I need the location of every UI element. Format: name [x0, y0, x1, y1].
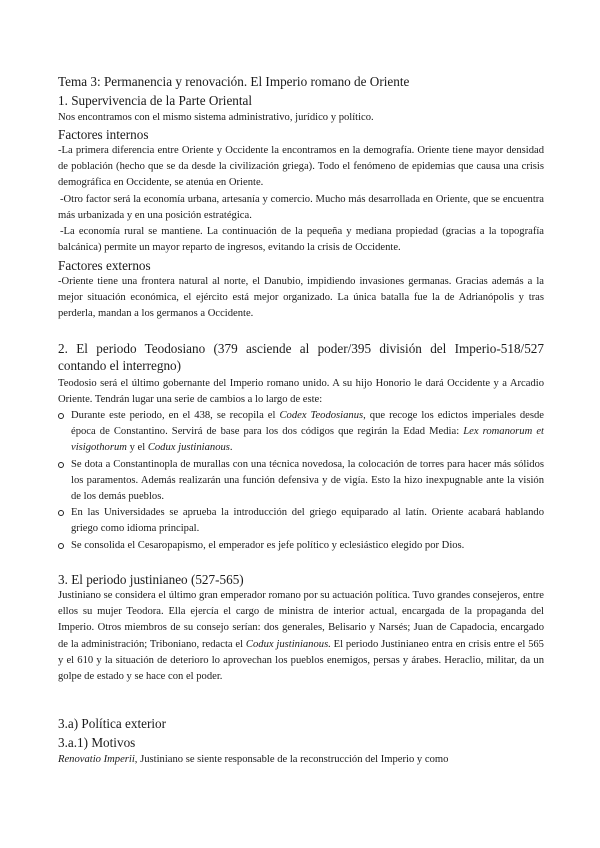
section-1-heading: 1. Supervivencia de la Parte Oriental — [58, 93, 253, 108]
list-item — [58, 457, 544, 506]
list-item-text: y el — [126, 442, 148, 454]
paragraph-text: Justiniano se considera el último gran emperador romano por su actuación política. Tuvo grandes consejeros, entre ellos su mujer Teodora. Ella ejercía el cargo de ministra de interior actual, encargada de la propaganda del Imperio. Otros miembros de su consejo serían: dos generales, Belisario y Narsés; Juan de Capadocia, encargado de la administración; Triboniano, redacta el — [58, 590, 544, 650]
section-1-intro: Nos encontramos con el mismo sistema administrativo, jurídico y político. — [58, 112, 374, 123]
paragraph-italic: Codux justinianous. — [245, 638, 331, 650]
section-3-last-line — [58, 752, 544, 768]
list-item-text: Se dota a Constantinopla de murallas con una técnica novedosa, la colocación de torres para hacer más sólidos los paramentos. Además realizarán una función defensiva y de vigía. Esto la hizo inexpugnable ante la visión de los demás pueblos. — [71, 458, 544, 503]
list-item-text: En las Universidades se aprueba la introducción del griego equiparado al latín. Oriente acabará hablando griego como idioma principal. — [71, 507, 544, 535]
section-3-heading: 3. El periodo justinianeo (527-565) — [58, 572, 244, 587]
bullet-circle-icon — [58, 413, 64, 419]
subsection-3a-heading: 3.a) Política exterior — [58, 716, 167, 731]
list-item — [58, 538, 544, 554]
section-2-bullet-list — [58, 408, 544, 554]
paragraph-text: El periodo Justinianeo entra en crisis entre el 565 y el 610 y la situación de deterioro lo aprovechan los pueblos enemigos, persas y árabes. Heraclio, militar, da un golpe de estado y se hace con el poder. — [58, 638, 544, 683]
subsection-3a1-heading: 3.a.1) Motivos — [58, 735, 136, 750]
internal-factor-paragraph: -La primera diferencia entre Oriente y Occidente la encontramos en la demografía. Oriente tiene mayor densidad de población (hecho que se da desde la civilización griega). Todo el fenómeno de epidemias que causa una crisis demográfica en Occidente, se atenúa en Oriente. — [58, 145, 544, 189]
section-2-heading: 2. El periodo Teodosiano (379 asciende al poder/395 división del Imperio-518/527 contando el interregno) — [58, 341, 544, 373]
list-item — [58, 505, 544, 537]
section-3-paragraph — [58, 588, 544, 685]
internal-factors-heading: Factores internos — [58, 127, 149, 142]
bullet-circle-icon — [58, 543, 64, 549]
paragraph-italic: Renovatio Imperii — [58, 754, 135, 765]
list-item-italic: Codex Teodosianus — [279, 410, 364, 421]
external-factors-heading: Factores externos — [58, 258, 151, 273]
list-item-text: . — [229, 442, 233, 454]
internal-factor-paragraph: -La economía rural se mantiene. La continuación de la pequeña y mediana propiedad (gracias a la topografía balcánica) permite un mayor reparto de ingresos, evitando la crisis de Occidente. — [58, 226, 544, 254]
list-item-text: Se consolida el Cesaropapismo, el emperador es jefe político y eclesiástico elegido por Dios. — [71, 539, 465, 551]
external-factor-paragraph: -Oriente tiene una frontera natural al norte, el Danubio, impidiendo invasiones germanas. Gracias además a la mejor situación económica, el ejército está mejor organizado. La única batalla fue la de Adrianópolis y tras perderla, mandan a los germanos a Occidente. — [58, 276, 544, 320]
list-item — [58, 408, 544, 457]
list-item-italic: Lex romanorum et visigothorum — [71, 426, 544, 454]
paragraph-text: , Justiniano se siente responsable de la reconstrucción del Imperio y como — [134, 754, 449, 765]
bullet-circle-icon — [58, 510, 64, 516]
list-item-italic: Codux justinianous — [147, 442, 230, 454]
list-item-text: , que recoge los edictos imperiales desde época de Constantino. Servirá de base para los dos códigos que regirán la Edad Media: — [71, 410, 544, 438]
list-item-text: Durante este periodo, en el 438, se recopila el — [71, 410, 280, 421]
bullet-circle-icon — [58, 462, 64, 468]
section-2-intro: Teodosio será el último gobernante del Imperio romano unido. A su hijo Honorio le dará Occidente y a Arcadio Oriente. Tendrán lugar una serie de cambios a lo largo de este: — [58, 378, 544, 406]
document-title: Tema 3: Permanencia y renovación. El Imperio romano de Oriente — [58, 74, 410, 89]
internal-factor-paragraph: -Otro factor será la economía urbana, artesanía y comercio. Mucho más desarrollada en Oriente, que se encuentra más urbanizada y en una posición estratégica. — [58, 194, 544, 222]
